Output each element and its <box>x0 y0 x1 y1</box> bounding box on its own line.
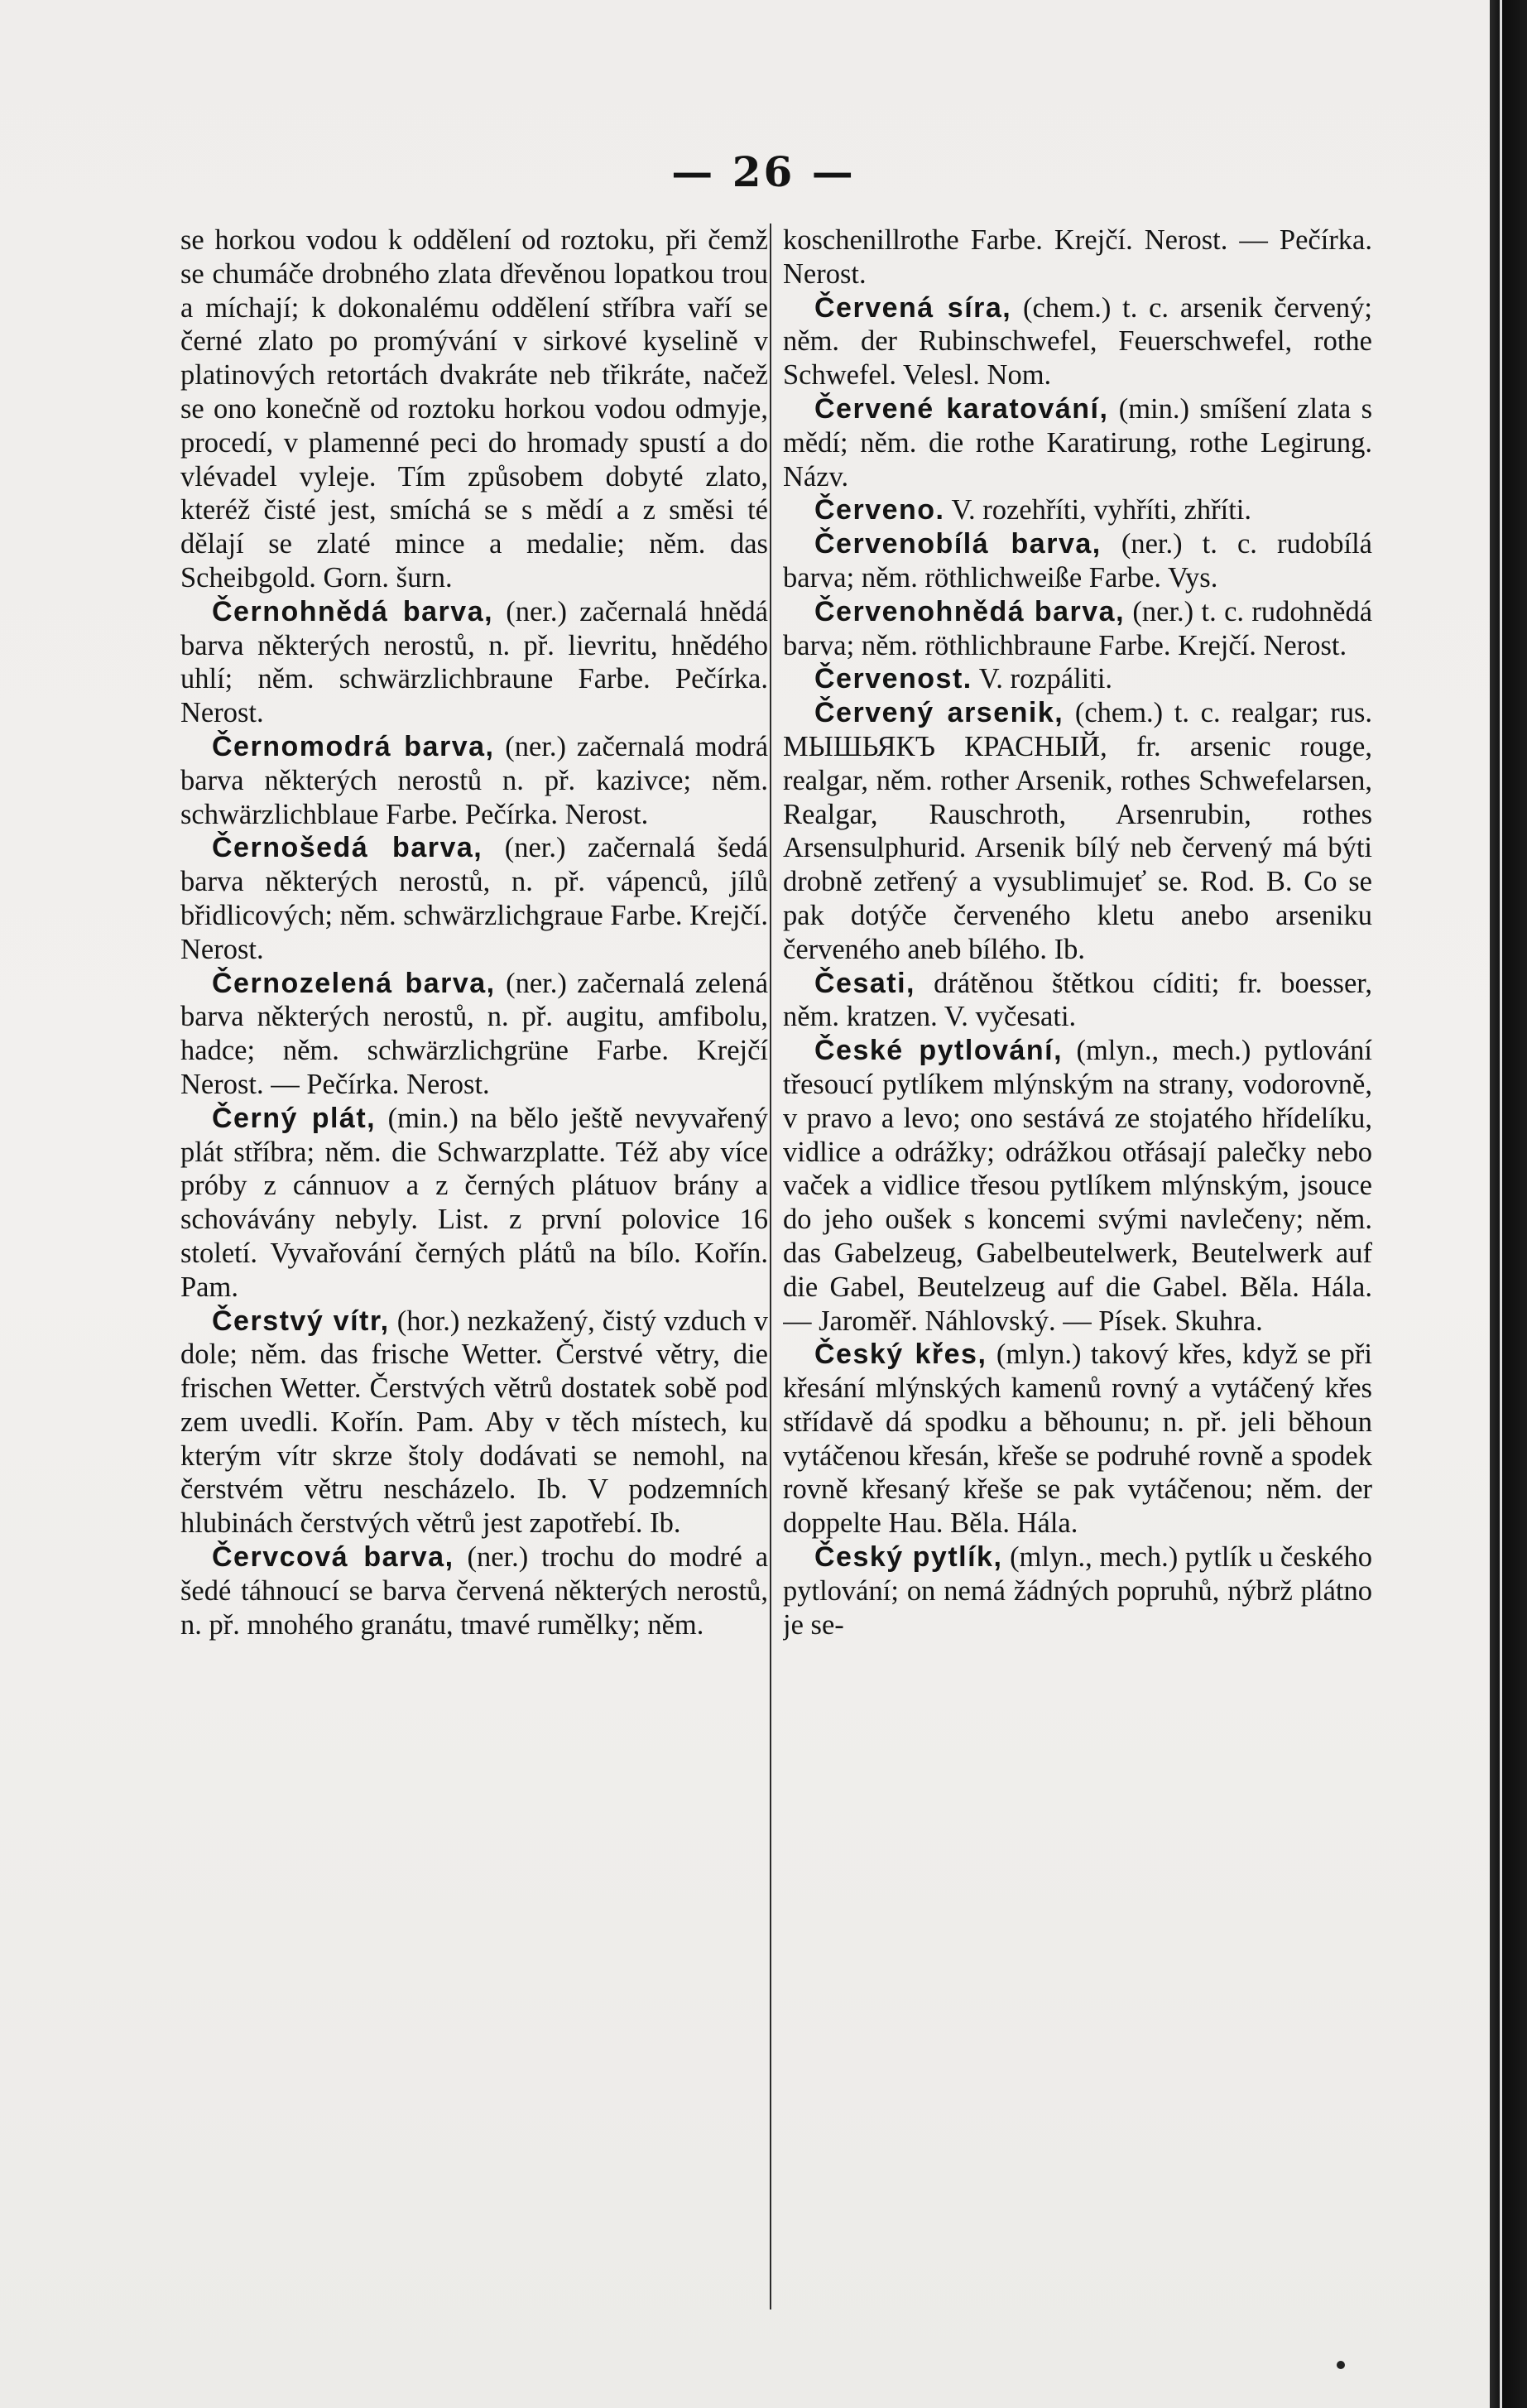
entry-headword: Červcová barva, <box>212 1541 454 1574</box>
entry-text: V. rozpáliti. <box>978 663 1113 695</box>
entry-headword: Český křes, <box>814 1339 987 1371</box>
entry-text: (chem.) t. c. realgar; rus. МЫШЬЯКЪ КРАСНЫЙ, fr. arsenic rouge, realgar, něm. rother Arsenik, rothes Schwefelarsen, Realgar, Rauschroth, Arsenrubin, rothes Arsensulphurid. Arsenik bílý neb červený má býti drobně zetřený a vysublimujeť se. Rod. B. Co se pak dotýče červeného kletu anebo arseniku červeného aneb bílého. Ib. <box>783 697 1372 965</box>
entry-headword: Červenobílá barva, <box>814 528 1102 560</box>
entry-text: (ner.) začernalá zelená barva některých nerostů, n. př. augitu, amfibolu, hadce; něm. schwärzlichgrüne Farbe. Krejčí Nerost. — Pečírka. Nerost. <box>180 967 768 1100</box>
dictionary-entry <box>180 1102 768 1305</box>
entry-headword: Červený arsenik, <box>814 697 1064 729</box>
entry-headword: Červeno. <box>814 494 945 526</box>
dictionary-entry <box>783 1034 1372 1338</box>
entry-text: (mlyn.) takový křes, když se při křesání mlýnských kamenů rovný a vytáčený křes střídavě dá spodku a běhounu; n. př. jeli běhoun vytáčenou křesán, křeše se podruhé rovně a spodek rovně křesaný křeše se pak vytáčenou; něm. der doppelte Hau. Běla. Hála. <box>783 1339 1372 1540</box>
page-number: — 26 — <box>671 147 856 196</box>
entry-headword: Černomodrá barva, <box>212 730 495 762</box>
dictionary-entry <box>783 527 1372 595</box>
dictionary-entry <box>783 967 1372 1035</box>
entry-text: (ner.) začernalá hnědá barva některých nerostů, n. př. lievritu, hnědého uhlí; něm. schwärzlichbraune Farbe. Pečírka. Nerost. <box>180 595 768 729</box>
entry-headword: Černý plát, <box>212 1102 377 1134</box>
dictionary-entry <box>180 831 768 966</box>
entry-headword: České pytlování, <box>814 1035 1064 1067</box>
dictionary-entry <box>180 1305 768 1541</box>
entry-headword: Česati, <box>814 967 915 999</box>
dictionary-entry <box>783 291 1372 392</box>
entry-headword: Čerstvý vítr, <box>212 1305 390 1337</box>
entry-text: (mlyn., mech.) pytlík u českého pytlování; on nemá žádných popruhů, nýbrž plátno je se- <box>783 1541 1372 1641</box>
book-spine <box>1490 0 1527 2408</box>
right-continuation: koschenillrothe Farbe. Krejčí. Nerost. — Pečírka. Nerost. <box>783 224 1372 290</box>
dictionary-entry <box>783 696 1372 966</box>
entry-text: (ner.) t. c. rudohnědá barva; něm. röthlichbraune Farbe. Krejčí. Nerost. <box>783 595 1372 661</box>
print-mark <box>1337 2361 1345 2369</box>
entry-headword: Červenohnědá barva, <box>814 595 1126 627</box>
entry-text: V. rozehříti, vyhříti, zhříti. <box>951 494 1252 526</box>
dictionary-entry <box>180 595 768 730</box>
entry-text: (min.) smíšení zlata s mědí; něm. die rothe Karatirung, rothe Legirung. Názv. <box>783 392 1372 493</box>
dictionary-entry <box>783 493 1372 527</box>
left-continuation: se horkou vodou k oddělení od roztoku, při čemž se chumáče drobného zlata dřevěnou lopatkou trou a míchají; k dokonalému oddělení stříbra vaří se černé zlato po promývání v sirkové kyselině v platinových retortách dvakráte neb třikráte, načež se ono konečně od roztoku horkou vodou odmyje, procedí, v plamenné peci do hromady spustí a do vlévadel vyleje. Tím způsobem dobyté zlato, kteréž čisté jest, smíchá se s mědí a z směsi té dělají se zlaté mince a medalie; něm. das Scheibgold. Gorn. šurn. <box>180 224 768 594</box>
dictionary-entry <box>783 662 1372 696</box>
dictionary-entry <box>783 392 1372 493</box>
dictionary-entry <box>783 595 1372 663</box>
dictionary-entry <box>783 1540 1372 1641</box>
entry-text: (hor.) nezkažený, čistý vzduch v dole; něm. das frische Wetter. Čerstvé větry, die frischen Wetter. Čerstvých větrů dostatek sobě pod zem uvedli. Kořín. Pam. Aby v těch místech, ku kterým vítr skrze štoly dodávati se nemohl, na čerstvém větru nescházelo. Ib. V podzemních hlubinách čerstvých větrů jest zapotřebí. Ib. <box>180 1305 768 1540</box>
entry-text: (chem.) t. c. arsenik červený; něm. der Rubinschwefel, Feuerschwefel, rothe Schwefel. Velesl. Nom. <box>783 291 1372 392</box>
entry-text: (mlyn., mech.) pytlování třesoucí pytlíkem mlýnským na strany, vodorovně, v pravo a levo; ono sestává ze stojatého hřídelíku, vidlice a odrážky; odrážkou otřásají palečky nebo vaček a vidlice třesou pytlíkem mlýnským, jsouce do jeho oušek s koncemi svými navlečeny; něm. das Gabelzeug, Gabelbeutelwerk, Beutelwerk auf die Gabel, Beutelzeug auf die Gabel. Běla. Hála. — Jaroměř. Náhlovský. — Písek. Skuhra. <box>783 1035 1372 1337</box>
entry-text: (min.) na bělo ještě nevyvařený plát stříbra; něm. die Schwarzplatte. Též aby více próby z cánnuov a z černých plátuov brány a schovávány nebyly. List. z první polovice 16 století. Vyvařování černých plátů na bílo. Kořín. Pam. <box>180 1102 768 1303</box>
entry-text: (ner.) začernalá modrá barva některých nerostů n. př. kazivce; něm. schwärzlichblaue Farbe. Pečírka. Nerost. <box>180 730 768 830</box>
entry-headword: Červené karatování, <box>814 392 1109 425</box>
entry-text: (ner.) t. c. rudobílá barva; něm. röthlichweiße Farbe. Vys. <box>783 528 1372 594</box>
spine-edge <box>1500 0 1502 2408</box>
dictionary-entry <box>180 1540 768 1641</box>
dictionary-entry <box>783 1338 1372 1540</box>
left-column <box>180 223 768 2309</box>
column-divider <box>770 223 771 2309</box>
entry-text: (ner.) trochu do modré a šedé táhnoucí se barva červená některých nerostů, n. př. mnohého granátu, tmavé rumělky; něm. <box>180 1541 768 1641</box>
entry-headword: Červenost. <box>814 663 972 695</box>
entry-headword: Červená síra, <box>814 291 1012 324</box>
right-column <box>783 223 1372 2309</box>
entry-headword: Černohnědá barva, <box>212 595 494 627</box>
dictionary-entry <box>180 967 768 1102</box>
entry-headword: Český pytlík, <box>814 1541 1003 1574</box>
entry-headword: Černozelená barva, <box>212 967 496 999</box>
entry-headword: Černošedá barva, <box>212 832 483 864</box>
entry-text: (ner.) začernalá šedá barva některých nerostů, n. př. vápenců, jílů břidlicových; něm. schwärzlichgraue Farbe. Krejčí. Nerost. <box>180 832 768 965</box>
entry-text: drátěnou štětkou cíditi; fr. boesser, něm. kratzen. V. vyčesati. <box>783 967 1372 1033</box>
dictionary-entry <box>180 730 768 831</box>
